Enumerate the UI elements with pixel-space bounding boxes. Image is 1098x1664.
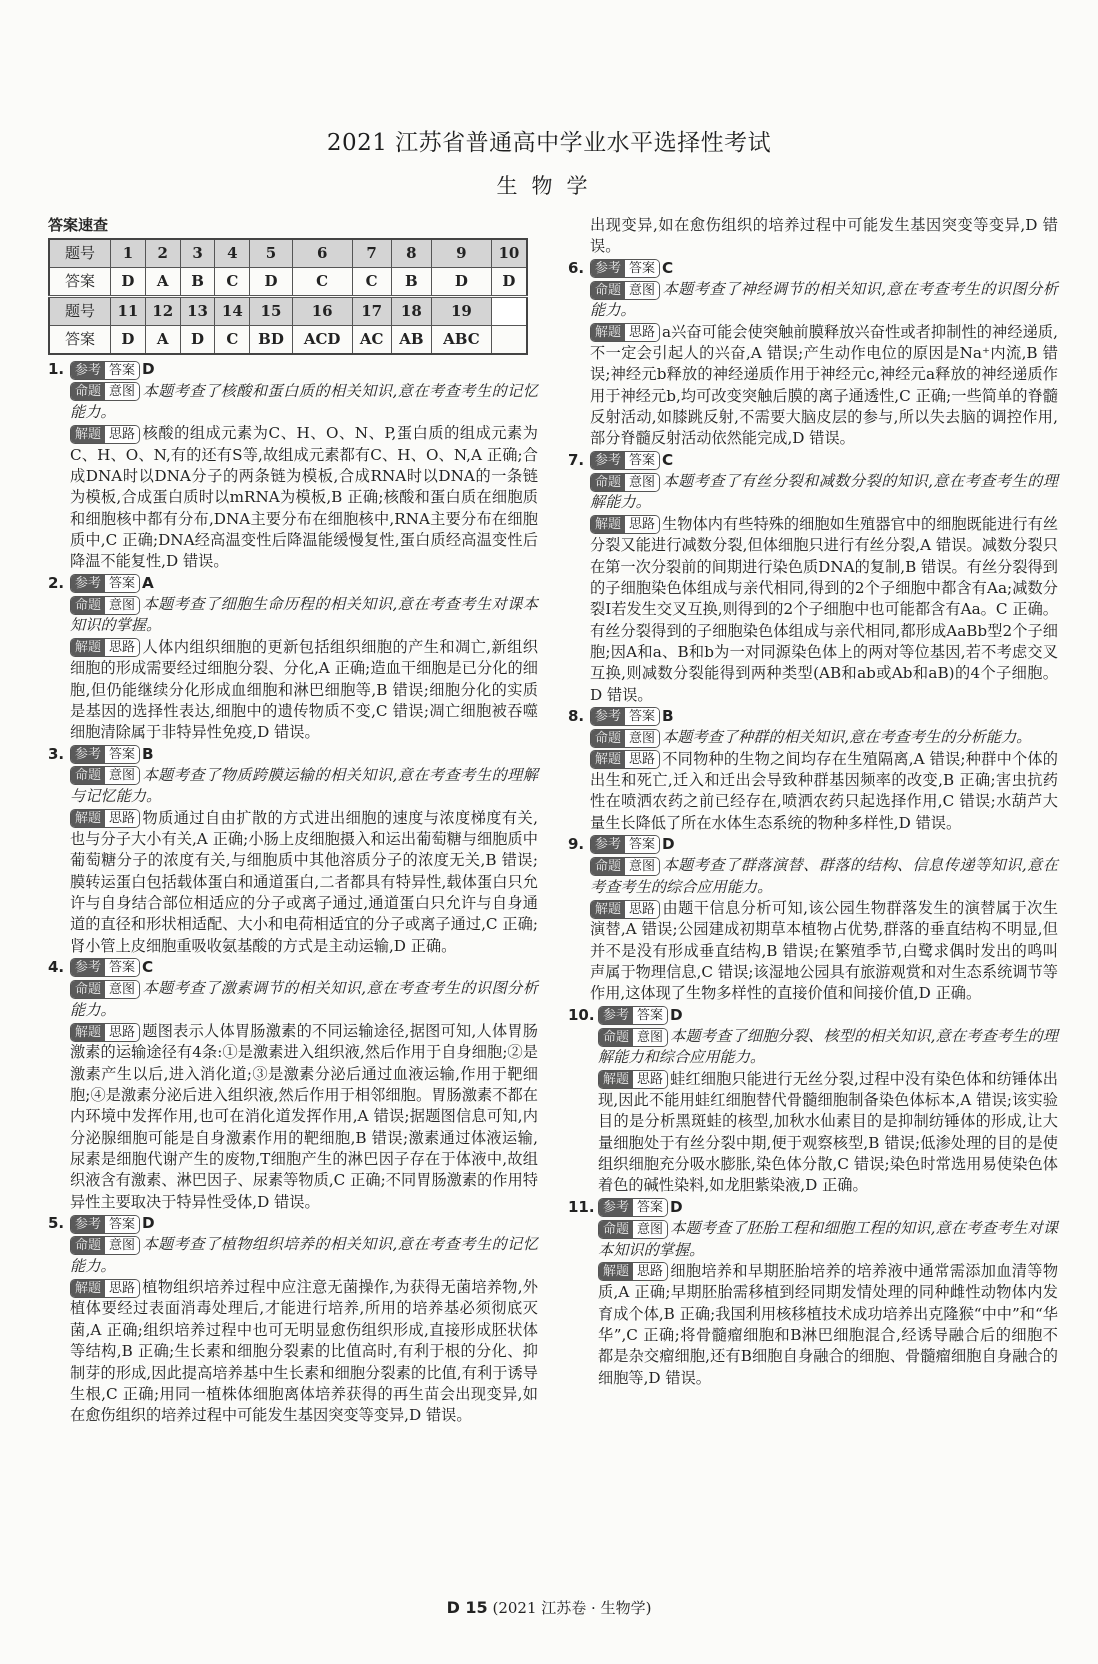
question-number: 6. [568,258,585,277]
ref-answer-tag: 参考 答案 [70,574,140,593]
q5-continued-text: 出现变异,如在愈伤组织的培养过程中可能发生基因突变等变异,D 错误。 [590,216,1058,256]
ref-answer-tag: 参考 答案 [590,835,660,854]
question-number: 8. [568,706,585,725]
ref-answer-tag: 参考 答案 [70,745,140,764]
ref-answer-tag: 参考 答案 [590,451,660,470]
quick-answer-table [48,238,528,355]
intent-tag: 命题 意图 [590,473,660,492]
question-1 [48,359,538,572]
idea-text: a兴奋可能会使突触前膜释放兴奋性或者抑制性的神经递质,不一定会引起人的兴奋,A 错误;产生动作电位的原因是Na⁺内流,B 错误;神经元b释放的神经递质作用于神经元c,神经元a释放的神经递质作用于神经元b,均可改变突触后膜的离子通透性,C 正确;一些简单的脊髓反射活动,如膝跳反射,不需要大脑皮层的参与,所以失去脑的调控作用,部分脊髓反射活动依然能完成,D 错误。 [590,322,1058,448]
question-6 [568,258,1058,450]
intent-text: 本题考查了群落演替、群落的结构、信息传递等知识,意在考查考生的综合应用能力。 [590,856,1058,896]
idea-text: 蛙红细胞只能进行无丝分裂,过程中没有染色体和纺锤体出现,因此不能用蛙红细胞替代骨髓细胞制备染色体标本,A 错误;该实验目的是分析黑斑蛙的核型,加秋水仙素目的是抑制纺锤体的形成,让大量细胞处于有丝分裂中期,便于观察核型,B 错误;低渗处理的目的是使组织细胞充分吸水膨胀,染色体分散,C 错误;染色时常选用易使染色体着色的碱性染料,如龙胆紫染液,D 正确。 [598,1069,1058,1195]
question-number: 1. [48,360,65,379]
intent-text: 本题考查了植物组织培养的相关知识,意在考查考生的记忆能力。 [70,1235,538,1275]
intent-text: 本题考查了核酸和蛋白质的相关知识,意在考查考生的记忆能力。 [70,381,538,422]
question-4 [48,957,538,1213]
intent-text: 本题考查了物质跨膜运输的相关知识,意在考查考生的理解与记忆能力。 [70,765,538,806]
ref-answer-tag: 参考 答案 [70,958,140,977]
question-2 [48,573,538,744]
idea-tag: 解题 思路 [590,750,660,769]
idea-tag: 解题 思路 [70,638,140,657]
question-number: 10. [568,1005,595,1024]
ref-answer-tag: 参考 答案 [70,361,140,380]
quick-answer-title: 答案速查 [48,216,109,234]
intent-tag: 命题 意图 [590,281,660,300]
idea-tag: 解题 思路 [70,1279,140,1298]
table-row: 题号 11 12 13 14 15 16 17 18 19 [49,297,527,326]
idea-tag: 解题 思路 [590,515,660,534]
intent-text: 本题考查了激素调节的相关知识,意在考查考生的识图分析能力。 [70,979,538,1019]
ref-answer-tag: 参考 答案 [590,707,660,726]
question-10 [568,1005,1058,1197]
answer-letter: C [662,450,674,469]
idea-text: 题图表示人体胃肠激素的不同运输途径,据图可知,人体胃肠激素的运输途径有4条:①是激素进入组织液,然后作用于自身细胞;②是激素产生以后,进入消化道;③是激素分泌后通过血液运输,作用于靶细胞;④是激素分泌后进入组织液,然后作用于相邻细胞。胃肠激素不都在内环境中发挥作用,也可在消化道发挥作用,A 错误;据题图信息可知,内分泌腺细胞可能是自身激素作用的靶细胞,B 错误;激素通过体液运输,尿素是细胞代谢产生的废物,T细胞产生的淋巴因子存在于体液中,故组织液含有激素、淋巴因子、尿素等物质,C 正确;不同胃肠激素的作用特异性主要取决于特异性受体,D 错误。 [70,1022,538,1211]
answer-letter: B [142,744,154,763]
question-8 [568,706,1058,834]
intent-tag: 命题 意图 [590,857,660,876]
subject-title: 生物学 [496,174,602,198]
idea-text: 人体内组织细胞的更新包括组织细胞的产生和凋亡,新组织细胞的形成需要经过细胞分裂、分化,A 正确;造血干细胞是已分化的细胞,但仍能继续分化形成血细胞和淋巴细胞等,B 错误;细胞分化的实质是基因的选择性表达,细胞中的遗传物质不变,C 错误;凋亡细胞被吞噬细胞清除属于非特异性免疫,D 错误。 [70,637,538,742]
ref-answer-tag: 参考 答案 [70,1215,140,1234]
question-number: 9. [568,834,585,853]
footer-source: (2021 江苏卷 · 生物学) [492,1599,652,1617]
intent-tag: 命题 意图 [590,729,660,748]
idea-tag: 解题 思路 [590,323,660,342]
idea-tag: 解题 思路 [70,1023,140,1042]
question-3 [48,744,538,957]
intent-tag: 命题 意图 [70,980,140,999]
idea-text: 细胞培养和早期胚胎培养的培养液中通常需添加血清等物质,A 正确;早期胚胎需移植到经同期发情处理的同种雌性动物体内发育成个体,B 正确;我国利用核移植技术成功培养出克隆猴“中中”和“华华”,C 正确;将骨髓瘤细胞和B淋巴细胞混合,经诱导融合后的细胞不都是杂交瘤细胞,还有B细胞自身融合的细胞、骨髓瘤细胞自身融合的细胞等,D 错误。 [598,1261,1058,1387]
answer-letter: A [142,573,154,592]
page-number: D 15 [446,1598,488,1617]
idea-text: 生物体内有些特殊的细胞如生殖器官中的细胞既能进行有丝分裂又能进行减数分裂,但体细胞只进行有丝分裂,A 错误。减数分裂只在第一次分裂前的间期进行染色质DNA的复制,B 错误。有丝分裂得到的子细胞染色体组成与亲代相同,得到的2个子细胞中都含有Aa;减数分裂Ⅰ若发生交叉互换,则得到的2个子细胞中也可能都含有Aa。C 正确。有丝分裂得到的子细胞染色体组成与亲代相同,都形成AaBb型2个子细胞;因A和a、B和b为一对同源染色体上的两对等位基因,若不考虑交叉互换,则减数分裂能得到两种类型(AB和ab或Ab和aB)的4个子细胞。D 错误。 [590,514,1058,704]
page-footer [0,1597,1098,1618]
intent-tag: 命题 意图 [70,596,140,615]
idea-tag: 解题 思路 [70,425,140,444]
answer-letter: B [662,706,674,725]
idea-tag: 解题 思路 [70,809,140,828]
intent-text: 本题考查了细胞生命历程的相关知识,意在考查考生对课本知识的掌握。 [70,595,538,635]
answer-letter: D [142,1214,155,1233]
idea-text: 植物组织培养过程中应注意无菌操作,为获得无菌培养物,外植体要经过表面消毒处理后,才能进行培养,所用的培养基必须彻底灭菌,A 正确;组织培养过程中也可无明显愈伤组织形成,直接形成胚状体等结构,B 正确;生长素和细胞分裂素的比值高时,有利于根的分化、抑制芽的形成,因此提高培养基中生长素和细胞分裂素的比值,有利于诱导生根,C 正确;用同一植株体细胞离体培养获得的再生苗会出现变异,如在愈伤组织的培养过程中可能发生基因突变等变异,D 错误。 [70,1278,538,1425]
table-row: 题号 1 2 3 4 5 6 7 8 9 10 [49,239,527,268]
answer-letter: D [142,360,155,379]
question-number: 4. [48,957,65,976]
intent-tag: 命题 意图 [598,1028,668,1047]
idea-tag: 解题 思路 [590,900,660,919]
ref-answer-tag: 参考 答案 [598,1006,668,1025]
question-11 [568,1197,1058,1389]
intent-text: 本题考查了细胞分裂、核型的相关知识,意在考查考生的理解能力和综合应用能力。 [598,1027,1058,1067]
intent-tag: 命题 意图 [70,766,140,785]
question-number: 7. [568,450,585,469]
question-9 [568,834,1058,1005]
question-5 [48,1213,538,1448]
idea-tag: 解题 思路 [598,1070,668,1089]
intent-text: 本题考查了胚胎工程和细胞工程的知识,意在考查考生对课本知识的掌握。 [598,1219,1058,1259]
exam-title: 2021 江苏省普通高中学业水平选择性考试 [326,130,772,156]
answer-letter: C [142,957,154,976]
table-row: 答案 D A B C D C C B D D [49,268,527,297]
intent-text: 本题考查了神经调节的相关知识,意在考查考生的识图分析能力。 [590,280,1058,320]
answer-letter: D [670,1005,683,1024]
ref-answer-tag: 参考 答案 [598,1198,668,1217]
question-number: 2. [48,573,65,592]
intent-text: 本题考查了种群的相关知识,意在考查考生的分析能力。 [662,728,1032,747]
idea-tag: 解题 思路 [598,1262,668,1281]
answer-letter: C [662,258,674,277]
idea-text: 不同物种的生物之间均存在生殖隔离,A 错误;种群中个体的出生和死亡,迁入和迁出会导致种群基因频率的改变,B 正确;害虫抗药性在喷洒农药之前已经存在,喷洒农药只起选择作用,C 错误;水葫芦大量生长降低了所在水体生态系统的物种多样性,D 错误。 [590,749,1058,832]
idea-text: 核酸的组成元素为C、H、O、N、P,蛋白质的组成元素为C、H、O、N,有的还有S等,故组成元素都有C、H、O、N,A 正确;合成DNA时以DNA分子的两条链为模板,合成RNA时以DNA的一条链为模板,合成蛋白质时以mRNA为模板,B 正确;核酸和蛋白质在细胞质和细胞核中都有分布,DNA主要分布在细胞核中,RNA主要分布在细胞质中,C 正确;DNA经高温变性后降温能缓慢复性,蛋白质经高温变性后降温不能复性,D 错误。 [70,424,538,571]
intent-tag: 命题 意图 [70,382,140,401]
question-number: 3. [48,744,65,763]
answer-letter: D [670,1197,683,1216]
question-number: 5. [48,1214,65,1233]
idea-text: 物质通过自由扩散的方式进出细胞的速度与浓度梯度有关,也与分子大小有关,A 正确;小肠上皮细胞摄入和运出葡萄糖与细胞质中葡萄糖分子的浓度有关,与细胞质中其他溶质分子的浓度无关,B 错误;膜转运蛋白包括载体蛋白和通道蛋白,二者都具有特异性,载体蛋白只允许与自身结合部位相适应的分子或离子通过,通道蛋白只允许与自身通道的直径和形状相适配、大小和电荷相适宜的分子或离子通过,C 正确;肾小管上皮细胞重吸收氨基酸的方式是主动运输,D 正确。 [70,808,538,955]
right-column [568,215,1058,1389]
answer-letter: D [662,834,675,853]
intent-tag: 命题 意图 [70,1236,140,1255]
question-7 [568,450,1058,706]
table-row: 答案 D A D C BD ACD AC AB ABC [49,326,527,355]
intent-tag: 命题 意图 [598,1220,668,1239]
ref-answer-tag: 参考 答案 [590,259,660,278]
question-number: 11. [568,1197,595,1216]
left-column [48,215,538,1448]
idea-text: 由题干信息分析可知,该公园生物群落发生的演替属于次生演替,A 错误;公园建成初期草本植物占优势,群落的垂直结构不明显,但并不是没有形成垂直结构,B 错误;在繁殖季节,白鹭求偶时发出的鸣叫声属于物理信息,C 错误;该湿地公园具有旅游观赏和对生态系统调节等作用,这体现了生物多样性的直接价值和间接价值,D 正确。 [590,899,1058,1003]
intent-text: 本题考查了有丝分裂和减数分裂的知识,意在考查考生的理解能力。 [590,472,1058,512]
